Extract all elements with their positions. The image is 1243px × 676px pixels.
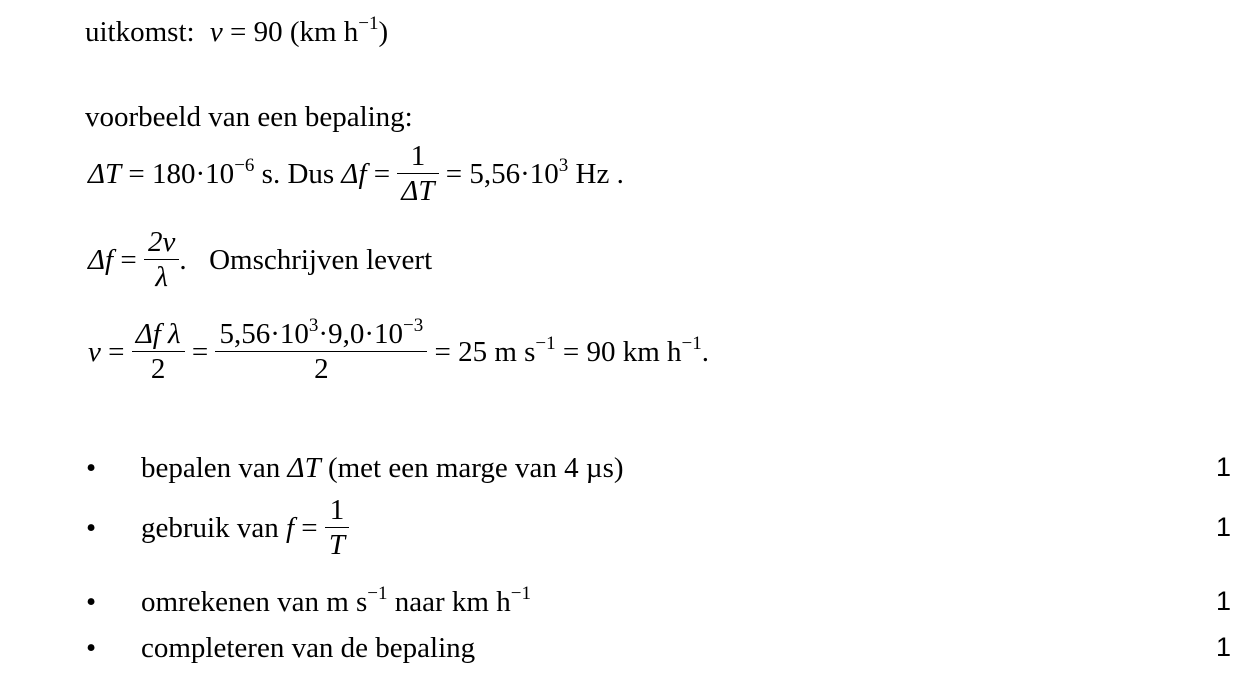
fraction-numerator: 2v <box>147 226 176 258</box>
item-prefix: gebruik van <box>141 512 279 545</box>
equation-line-2 <box>88 228 432 297</box>
fraction-denominator: ΔT <box>397 173 438 209</box>
equals-sign: = <box>120 244 137 277</box>
delta-t-symbol: ΔT <box>88 158 122 191</box>
numerator-part-b-exponent: −3 <box>402 315 424 336</box>
scoring-item-text <box>141 452 624 485</box>
unit-ms-exponent: −1 <box>367 583 388 604</box>
score-point: 1 <box>1216 632 1232 662</box>
equation-line-1 <box>88 142 624 211</box>
equals-sign: = <box>108 336 125 369</box>
delta-f-result-exponent: 3 <box>558 155 569 177</box>
equals-sign: = <box>562 336 580 369</box>
fraction-denominator: 2 <box>132 351 185 387</box>
scoring-item <box>0 494 1243 562</box>
scoring-item <box>0 583 1243 626</box>
numerator-part-a-exponent: 3 <box>308 315 319 336</box>
result-label: uitkomst: <box>85 16 195 48</box>
result-unit-exponent: −1 <box>358 13 379 34</box>
scoring-item-text <box>141 496 349 565</box>
result-equals: = <box>229 16 247 48</box>
scoring-item-text: completeren van de bepaling <box>141 632 476 664</box>
result-variable: v <box>209 16 223 48</box>
delta-t-symbol: ΔT <box>287 452 321 484</box>
item-middle: naar <box>394 586 445 618</box>
item-prefix: omrekenen van <box>141 586 319 618</box>
numerator-part-b: ·9,0·10 <box>318 318 403 350</box>
equals-sign: = <box>445 158 463 191</box>
scoring-item <box>0 632 1243 672</box>
speed-ms-exponent: −1 <box>535 333 556 355</box>
fraction-numerator: 1 <box>329 494 345 526</box>
delta-f-result: 5,56·10 <box>469 158 559 191</box>
delta-f-symbol: Δf <box>88 244 114 277</box>
delta-f-symbol: Δf <box>341 158 367 191</box>
result-unit: (km h <box>289 16 359 48</box>
score-point: 1 <box>1216 452 1232 482</box>
score-point: 1 <box>1216 512 1232 542</box>
bullet-dot: • <box>86 586 97 618</box>
bullet-dot: • <box>86 452 97 484</box>
fraction-one-over-t <box>325 494 349 563</box>
numerator-part-a: 5,56·10 <box>219 318 309 350</box>
unit-ms: m s <box>326 586 368 618</box>
period: . <box>701 336 710 369</box>
fraction-one-over-delta-t <box>397 140 438 209</box>
delta-t-exponent: −6 <box>234 155 255 177</box>
fraction-denominator: T <box>325 527 349 563</box>
item-suffix: (met een marge van 4 µs) <box>327 452 624 484</box>
scoring-item-text <box>141 583 531 619</box>
result-value: 90 <box>253 16 283 48</box>
result-unit-close: ) <box>378 16 389 48</box>
fraction-delta-f-lambda-over-2 <box>132 318 185 387</box>
speed-kmh: 90 km h <box>586 336 682 369</box>
equals-sign: = <box>301 512 318 545</box>
fraction-denominator: λ <box>144 259 179 295</box>
result-line <box>85 13 389 48</box>
score-point: 1 <box>1216 586 1232 616</box>
speed-ms: 25 m s <box>458 336 536 369</box>
delta-f-result-unit: Hz . <box>575 158 624 191</box>
period: . <box>179 244 187 277</box>
fraction-denominator: 2 <box>215 351 427 387</box>
fraction-numerator <box>215 315 427 351</box>
fraction-numeric <box>215 315 427 387</box>
bullet-dot: • <box>86 632 97 664</box>
speed-kmh-exponent: −1 <box>681 333 702 355</box>
equals-sign: = <box>128 158 145 191</box>
v-symbol: v <box>88 336 101 369</box>
item-prefix: bepalen van <box>141 452 281 484</box>
f-symbol: f <box>285 512 295 545</box>
equation-line-3 <box>88 315 710 389</box>
scoring-item <box>0 452 1243 492</box>
equals-sign: = <box>191 336 209 369</box>
delta-t-unit: s. Dus <box>261 158 335 191</box>
line2-text: Omschrijven levert <box>209 244 433 277</box>
fraction-numerator: 1 <box>410 140 426 172</box>
bullet-dot: • <box>86 512 97 544</box>
unit-kmh: km h <box>451 586 511 618</box>
equals-sign: = <box>373 158 391 191</box>
unit-kmh-exponent: −1 <box>510 583 531 604</box>
fraction-numerator: Δf λ <box>135 318 181 350</box>
equals-sign: = <box>434 336 451 369</box>
fraction-2v-over-lambda <box>144 226 179 295</box>
example-heading: voorbeeld van een bepaling: <box>85 101 413 133</box>
delta-t-value: 180·10 <box>152 158 235 191</box>
